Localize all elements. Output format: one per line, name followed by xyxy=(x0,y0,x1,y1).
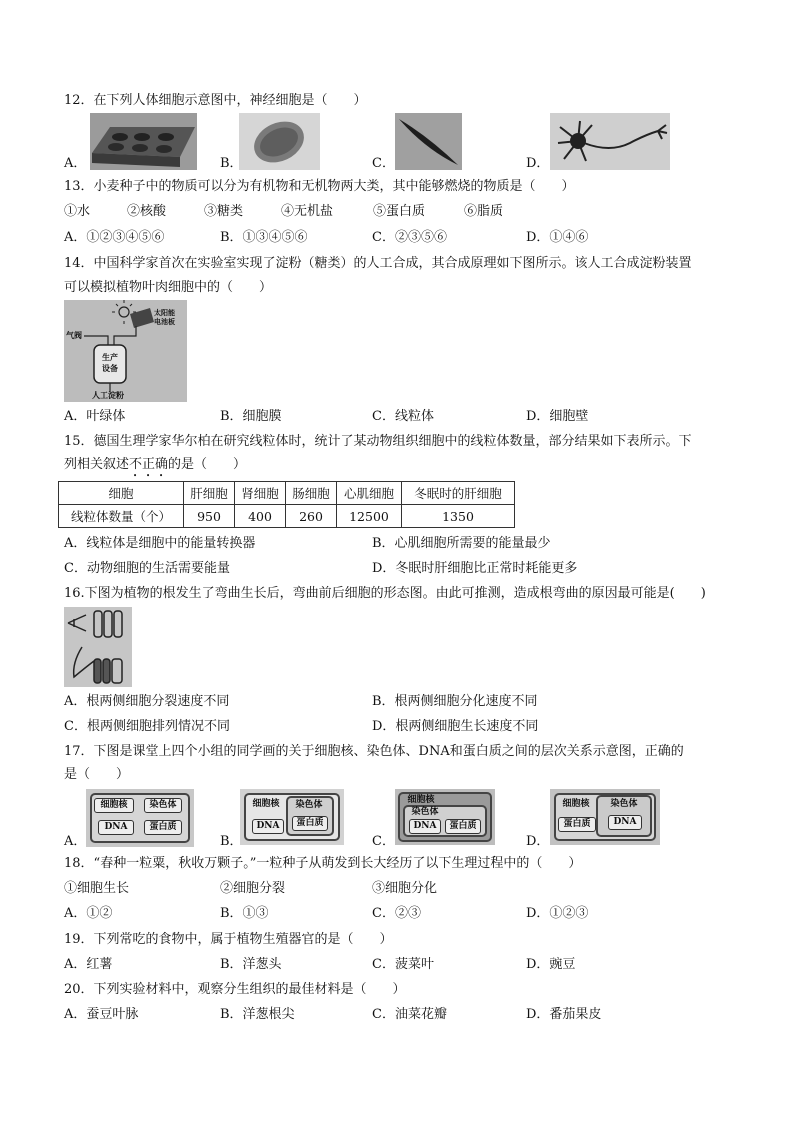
q15-emphasis-not-correct: 不正确 xyxy=(129,457,169,472)
table-cell: 260 xyxy=(286,505,337,528)
tag-nucleus: 细胞核 xyxy=(252,799,280,809)
tag-protein: 蛋白质 xyxy=(445,819,481,834)
hierarchy-diagram-c xyxy=(395,789,495,845)
tag-chromosome: 染色体 xyxy=(610,799,638,809)
q17-stem-line2: 是（ ） xyxy=(64,767,130,782)
q13-item-3: ③糖类 xyxy=(204,204,244,219)
q17-label-a: A． xyxy=(64,834,87,849)
q13-option-d: D．①④⑥ xyxy=(526,230,589,245)
q20-stem: 20．下列实验材料中，观察分生组织的最佳材料是（ ） xyxy=(64,982,406,997)
q14-stem-line1: 14．中国科学家首次在实验室实现了淀粉（糖类）的人工合成，其合成原理如下图所示。该人工合成淀粉装置 xyxy=(64,256,692,271)
q14-option-a: A．叶绿体 xyxy=(64,409,126,424)
q15-stem-part1: 列相关叙述 xyxy=(64,457,130,472)
q12-label-d: D． xyxy=(526,156,550,171)
q17-label-b: B． xyxy=(220,834,243,849)
q14-option-c: C．线粒体 xyxy=(372,409,434,424)
table-header-cell: 冬眠时的肝细胞 xyxy=(402,482,515,505)
q13-stem: 13．小麦种子中的物质可以分为有机物和无机物两大类，其中能够燃烧的物质是（ ） xyxy=(64,179,575,194)
table-cell: 950 xyxy=(184,505,235,528)
q17-label-d: D． xyxy=(526,834,550,849)
q13-item-2: ②核酸 xyxy=(127,204,167,219)
diagram-air-label: 气阀 xyxy=(66,330,82,340)
q18-item-3: ③细胞分化 xyxy=(372,881,438,896)
oval-cell-image xyxy=(239,113,320,170)
tag-nucleus: 细胞核 xyxy=(94,798,134,813)
table-cell: 12500 xyxy=(337,505,402,528)
q14-option-d: D．细胞壁 xyxy=(526,409,589,424)
tag-protein: 蛋白质 xyxy=(292,816,328,831)
q19-option-c: C．菠菜叶 xyxy=(372,957,434,972)
tag-dna: DNA xyxy=(409,819,441,834)
q16-option-b: B．根两侧细胞分化速度不同 xyxy=(372,694,538,709)
diagram-device-label: 生产 xyxy=(102,352,118,362)
q19-option-a: A．红薯 xyxy=(64,957,113,972)
tag-dna: DNA xyxy=(252,819,284,834)
q16-option-c: C．根两侧细胞排列情况不同 xyxy=(64,719,230,734)
table-header-cell: 心肌细胞 xyxy=(337,482,402,505)
diagram-starch-label: 人工淀粉 xyxy=(92,390,124,400)
q20-option-d: D．番茄果皮 xyxy=(526,1007,602,1022)
q15-stem-line1: 15．德国生理学家华尔柏在研究线粒体时，统计了某动物组织细胞中的线粒体数量，部分结果如下表所示。下 xyxy=(64,434,692,449)
q18-option-c: C．②③ xyxy=(372,906,421,921)
q13-option-a: A．①②③④⑤⑥ xyxy=(64,230,165,245)
root-bending-cells-image xyxy=(64,607,132,687)
tag-protein: 蛋白质 xyxy=(144,820,182,835)
q15-stem-part3: 的是（ ） xyxy=(168,457,247,472)
q19-stem: 19．下列常吃的食物中，属于植物生殖器官的是（ ） xyxy=(64,932,393,947)
table-header-row xyxy=(59,482,515,505)
q13-option-c: C．②③⑤⑥ xyxy=(372,230,447,245)
q16-option-a: A．根两侧细胞分裂速度不同 xyxy=(64,694,230,709)
q13-item-6: ⑥脂质 xyxy=(464,204,504,219)
table-cell: 线粒体数量（个） xyxy=(59,505,184,528)
q14-option-b: B．细胞膜 xyxy=(220,409,282,424)
table-cell: 1350 xyxy=(402,505,515,528)
q20-option-b: B．洋葱根尖 xyxy=(220,1007,295,1022)
q18-stem: 18．“春种一粒粟，秋收万颗子。”一粒种子从萌发到长大经历了以下生理过程中的（ ） xyxy=(64,856,582,871)
table-header-cell: 细胞 xyxy=(59,482,184,505)
q16-option-d: D．根两侧细胞生长速度不同 xyxy=(372,719,539,734)
q12-label-c: C． xyxy=(372,156,395,171)
q12-label-b: B． xyxy=(220,156,243,171)
q19-option-d: D．豌豆 xyxy=(526,957,576,972)
table-cell: 400 xyxy=(235,505,286,528)
tag-chromosome: 染色体 xyxy=(144,798,182,813)
tag-nucleus: 细胞核 xyxy=(562,799,590,809)
neuron-image xyxy=(550,113,670,170)
q17-label-c: C． xyxy=(372,834,395,849)
q20-option-c: C．油菜花瓣 xyxy=(372,1007,447,1022)
q13-option-b: B．①③④⑤⑥ xyxy=(220,230,308,245)
table-header-cell: 肝细胞 xyxy=(184,482,235,505)
diagram-device-label-2: 设备 xyxy=(102,363,118,373)
spindle-muscle-cell-image xyxy=(395,113,462,170)
q18-option-b: B．①③ xyxy=(220,906,269,921)
q16-stem: 16.下图为植物的根发生了弯曲生长后，弯曲前后细胞的形态图。由此可推测，造成根弯曲的原因最可能是( ) xyxy=(64,586,706,601)
q13-item-1: ①水 xyxy=(64,204,91,219)
q18-item-1: ①细胞生长 xyxy=(64,881,130,896)
tag-dna: DNA xyxy=(608,815,642,830)
q15-stem-line2 xyxy=(64,456,246,480)
q15-option-a: A．线粒体是细胞中的能量转换器 xyxy=(64,536,256,551)
table-header-cell: 肠细胞 xyxy=(286,482,337,505)
q18-item-2: ②细胞分裂 xyxy=(220,881,286,896)
q17-stem-line1: 17．下图是课堂上四个小组的同学画的关于细胞核、染色体、DNA和蛋白质之间的层次关系示意图，正确的 xyxy=(64,744,684,759)
q12-stem: 12．在下列人体细胞示意图中，神经细胞是（ ） xyxy=(64,93,367,108)
q14-stem-line2: 可以模拟植物叶肉细胞中的（ ） xyxy=(64,280,273,295)
tag-dna: DNA xyxy=(98,820,134,835)
table-header-cell: 肾细胞 xyxy=(235,482,286,505)
diagram-panel-label: 太阳能 xyxy=(154,308,175,317)
q15-option-d: D．冬眠时肝细胞比正常时耗能更多 xyxy=(372,561,578,576)
mitochondria-table xyxy=(58,481,515,528)
tag-nucleus: 细胞核 xyxy=(407,795,435,805)
hierarchy-diagram-b xyxy=(240,789,344,845)
q18-option-d: D．①②③ xyxy=(526,906,589,921)
tag-protein: 蛋白质 xyxy=(558,817,596,832)
starch-synthesis-diagram xyxy=(64,300,187,402)
q19-option-b: B．洋葱头 xyxy=(220,957,282,972)
hierarchy-diagram-d xyxy=(550,789,660,845)
q15-option-c: C．动物细胞的生活需要能量 xyxy=(64,561,230,576)
q20-option-a: A．蚕豆叶脉 xyxy=(64,1007,139,1022)
q12-label-a: A． xyxy=(64,156,87,171)
q13-item-5: ⑤蛋白质 xyxy=(373,204,426,219)
q13-item-4: ④无机盐 xyxy=(281,204,334,219)
q18-option-a: A．①② xyxy=(64,906,113,921)
diagram-panel-label-2: 电池板 xyxy=(154,317,175,326)
tag-chromosome: 染色体 xyxy=(295,800,323,810)
flat-epithelial-cell-image xyxy=(90,113,197,170)
hierarchy-diagram-a xyxy=(86,789,194,847)
tag-chromosome: 染色体 xyxy=(411,807,439,817)
q15-option-b: B．心肌细胞所需要的能量最少 xyxy=(372,536,551,551)
table-row xyxy=(59,505,515,528)
